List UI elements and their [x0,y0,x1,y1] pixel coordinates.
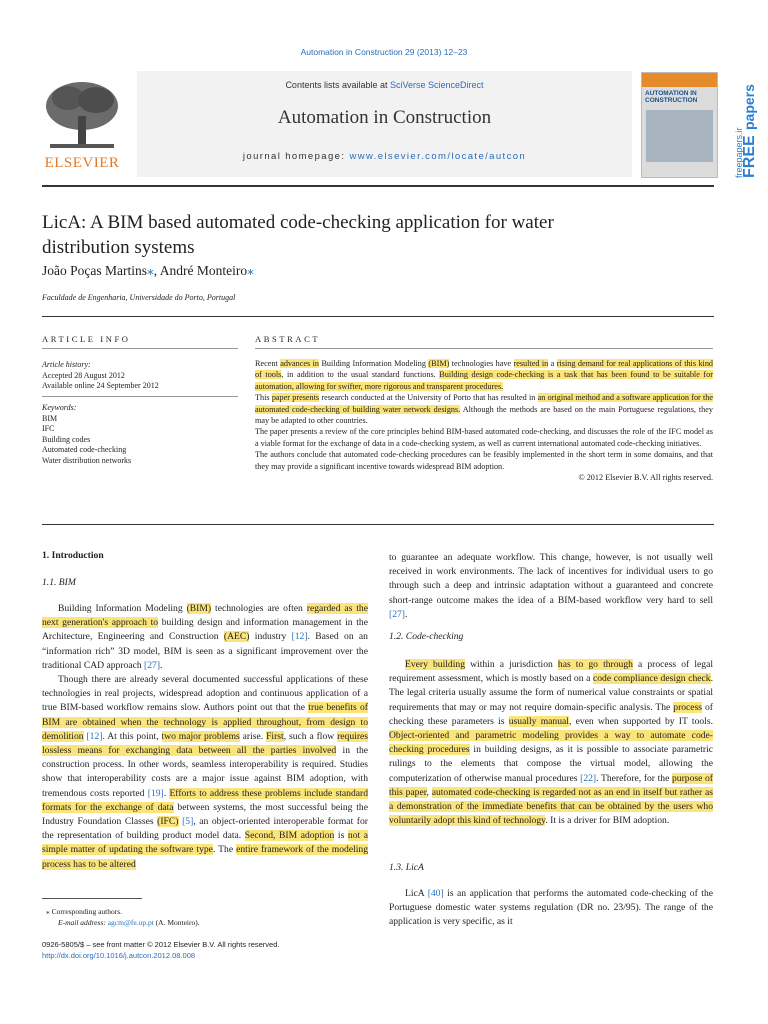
watermark-papers: papers [741,84,757,130]
section-heading-introduction: 1. Introduction [42,550,104,561]
highlighted-text: true benefits of BIM are obtained when the technology is applied throughout, from design to demolition [42,702,368,742]
citation-link[interactable]: [12] [86,730,103,742]
abstract-body [255,358,713,483]
contents-line [137,80,632,90]
intro-paragraph-2 [42,673,368,872]
body-text: , an object-oriented interoperable format for the representation of building product model data. [42,816,368,842]
abstract-rule-bottom [42,524,714,525]
subsection-heading-bim: 1.1. BIM [42,577,76,588]
citation-link[interactable]: [27] [144,659,161,671]
highlighted-text: (AEC) [223,631,250,643]
author-separator: , [153,263,160,278]
body-text: research conducted at the University of Porto that has resulted in [319,393,538,403]
footnote-rule [42,898,142,899]
body-text: a [548,359,557,368]
email-suffix: (A. Monteiro). [153,918,200,927]
subsection-heading-lica: 1.3. LicA [389,862,424,873]
highlighted-text: has to go through [557,659,633,670]
online-date: Available online 24 September 2012 [42,381,159,391]
abstract-paragraph-3: The paper presents a review of the core principles behind BIM-based automated code-checking, and discusses the role of the IFC model as a viable format for the exchange of data in a code-checking system, as well as current international automated code-checking initiatives. [255,427,713,448]
body-text: industry [249,631,292,643]
highlighted-text: Efforts to address these problems include standard formats for the exchange of data [42,787,369,813]
abstract-rule [255,348,713,349]
body-text: technologies are often [211,603,307,614]
highlighted-text: entire framework of the modeling process has to be altered [42,844,369,870]
journal-reference[interactable]: Automation in Construction 29 (2013) 12–23 [300,47,468,57]
corresponding-authors-note: ⁎ Corresponding authors. [46,907,123,916]
body-text: Recent [255,359,281,368]
citation-link[interactable]: [27] [389,608,405,620]
right-column-paragraph-2 [389,658,713,828]
cover-title-1: AUTOMATION IN [645,90,697,97]
keywords-label: Keywords: [42,403,77,412]
article-info-rule [42,348,238,349]
citation-link[interactable]: [19] [147,787,164,799]
watermark-free: FREE [741,135,758,178]
accepted-date: Accepted 28 August 2012 [42,370,125,380]
journal-name: Automation in Construction [277,107,492,128]
body-text: . [163,787,170,799]
keywords-rule [42,396,238,397]
keyword: BIM [42,413,58,423]
issn-line: 0926-5805/$ – see front matter © 2012 Elsevier B.V. All rights reserved. [42,940,280,949]
highlighted-text: (IFC) [157,816,179,828]
body-text: Although the methods are based on the main Portuguese regulations, they may be adapted to other countries. [255,404,713,426]
body-text: This [255,393,272,403]
keyword: IFC [42,424,55,434]
body-text: is [334,830,348,842]
highlighted-text: purpose of this paper [389,772,714,798]
title-line-2: distribution systems [42,237,195,258]
highlighted-text: rising demand for real applications of this kind of tools [255,359,714,380]
highlighted-text: Building design code-checking is a task that has been found to be suitable for automation, allowing for swifter, more rigorous and transparent procedures. [255,370,713,391]
right-column-paragraph-3 [389,887,713,930]
body-text: of checking these parameters is [389,701,713,727]
body-text: Though there are already several documented successful applications of these technologies in real projects, widespread adoption and continuous application of a true BIM-based workflow remains slow. Authors point out that the [42,674,368,714]
body-text: . The [212,844,237,856]
email-label: E-mail address: [58,918,108,927]
body-text: , even when supported by IT tools. [568,715,713,727]
body-text: between systems, the most successful being the Industry Foundation Classes [42,801,368,828]
email-line [46,917,366,928]
info-rule-top [42,316,714,317]
body-text: in building designs, as it is possible to associate parametric rulings to the elements that compose the virtual model, allowing the computerization of otherwise manual procedures [389,744,713,784]
article-info-heading: ARTICLE INFO [42,334,131,344]
author-list [42,263,254,279]
body-text: . Based on an “information rich” 3D model, BIM is seen as a significant improvement over the traditional CAD approach [42,631,368,671]
keyword: Water distribution networks [42,455,132,465]
email-link[interactable]: agcm@fe.up.pt [107,918,154,927]
left-column-text [42,602,368,872]
keyword: Automated code-checking [42,445,127,455]
homepage-label: journal homepage: [242,151,350,162]
highlighted-text: an original method and a software application for the automated code-checking of building water network designs. [255,393,714,414]
highlighted-text: Second, BIM adoption [244,830,335,842]
body-text: technologies have [449,359,514,368]
elsevier-logo [40,78,124,154]
affiliation: Faculdade de Engenharia, Universidade do Porto, Portugal [42,293,236,302]
highlighted-text: requires lossless means for exchanging data between all the parties involved [42,730,369,757]
highlighted-text: (BIM) [186,603,212,614]
body-text: . It is a driver for BIM adoption. [545,815,670,827]
keywords-block [42,403,238,467]
highlighted-text: code compliance design check [592,673,711,685]
intro-paragraph-1 [42,602,368,673]
body-text: is an application that performs the automated code-checking of the Portuguese domestic water systems regulation (DR no. 23/95). The range of the application is very specific, as it [389,888,713,928]
author-2-star[interactable]: ⁎ [247,263,254,278]
abstract-paragraph-1 [255,358,713,392]
highlighted-text: resulted in [513,359,549,368]
highlighted-text: advances in [280,359,320,368]
author-1-star[interactable]: ⁎ [147,263,154,278]
homepage-link[interactable]: www.elsevier.com/locate/autcon [349,151,527,162]
body-text: to guarantee an adequate workflow. This change, however, is not usually well received in work environments. The lack of incentives for individual users to go through such a deep and intrinsic adaptation without a guaranteed and concrete short-range outcome makes the idea of a BIM-based workflow very hard to sell [389,552,713,606]
highlighted-text: automated code-checking is regarded not as an end in itself but rather as a demonstration of the immediate benefits that can be obtained by the users who voluntarily adopt this kind of technology [389,786,713,827]
author-2: André Monteiro [159,263,248,278]
highlighted-text: First [266,730,284,742]
body-text: Building Information Modeling [319,359,429,368]
paper-title [42,210,642,260]
citation-link[interactable]: [40] [427,888,444,899]
citation-link[interactable]: [22] [580,772,597,784]
body-text: , in addition to the usual standard functions. [281,370,440,380]
body-text: building design and information management in the Architecture, Engineering and Construction [42,617,368,643]
highlighted-text: paper presents [271,393,320,403]
right-column-paragraph-1 [389,551,713,622]
watermark-site: freepapers.ir [734,127,744,178]
sciencedirect-link[interactable]: SciVerse ScienceDirect [390,80,484,90]
author-1: João Poças Martins [42,263,147,278]
publisher-wordmark: ELSEVIER [44,155,120,171]
history-label: Article history: [42,360,91,369]
abstract-heading: ABSTRACT [255,334,321,344]
doi-link[interactable]: http://dx.doi.org/10.1016/j.autcon.2012.08.008 [42,951,196,960]
cover-title-2: CONSTRUCTION [645,97,698,104]
body-text: LicA [405,888,428,899]
highlighted-text: Every building [405,659,465,670]
copyright: © 2012 Elsevier B.V. All rights reserved. [578,473,713,483]
body-text: arise. [239,730,267,742]
body-text: . [404,608,408,620]
body-text: , such a flow [283,730,338,742]
citation-link[interactable]: [12] [291,631,308,643]
highlighted-text: regarded as the next generation's approach to [42,603,368,629]
body-text: . The legal criteria usually assume the form of numerical value constraints or spatial requirements that may or may not require domain-specific analysis. The [389,673,713,713]
highlighted-text: Object-oriented and parametric modeling provides a way to automate code-checking procedures [389,730,713,756]
body-text: in the construction process. In other words, seamless interoperability is required. Studies show that interoperability costs are a major issue against BIM adoption, with tremendous costs reported [42,745,368,799]
footnote [46,906,366,928]
highlighted-text: process [673,701,703,713]
body-text: , [426,786,432,798]
journal-cover-image [641,72,718,178]
citation-link[interactable]: [5] [182,816,194,828]
body-text: Building Information Modeling [58,603,187,614]
contents-prefix: Contents lists available at [285,80,390,90]
body-text: . [160,659,163,671]
highlighted-text: two major problems [161,730,240,742]
highlighted-text: usually manual [508,715,569,727]
body-text: . At this point, [102,730,162,742]
journal-homepage [137,151,632,162]
body-text: within a jurisdiction [465,659,558,670]
freepapers-watermark [722,40,762,180]
keyword: Building codes [42,434,91,444]
abstract-paragraph-4: The authors conclude that automated code-checking procedures can be feasibly implemented in the short term in some domains, and that they may provide a significant incentive towards widespread BIM adoption. [255,450,713,471]
header-rule [42,185,714,187]
highlighted-text: (BIM) [428,359,450,368]
article-history [42,360,238,392]
body-text: a process of legal requirement assessment, which is mostly based on a [389,659,714,685]
subsection-heading-code-checking: 1.2. Code-checking [389,631,464,642]
title-line-1: LicA: A BIM based automated code-checking application for water [42,212,554,233]
body-text: . Therefore, for the [596,772,672,784]
highlighted-text: not a simple matter of updating the software type [42,830,368,856]
abstract-paragraph-2 [255,392,713,426]
